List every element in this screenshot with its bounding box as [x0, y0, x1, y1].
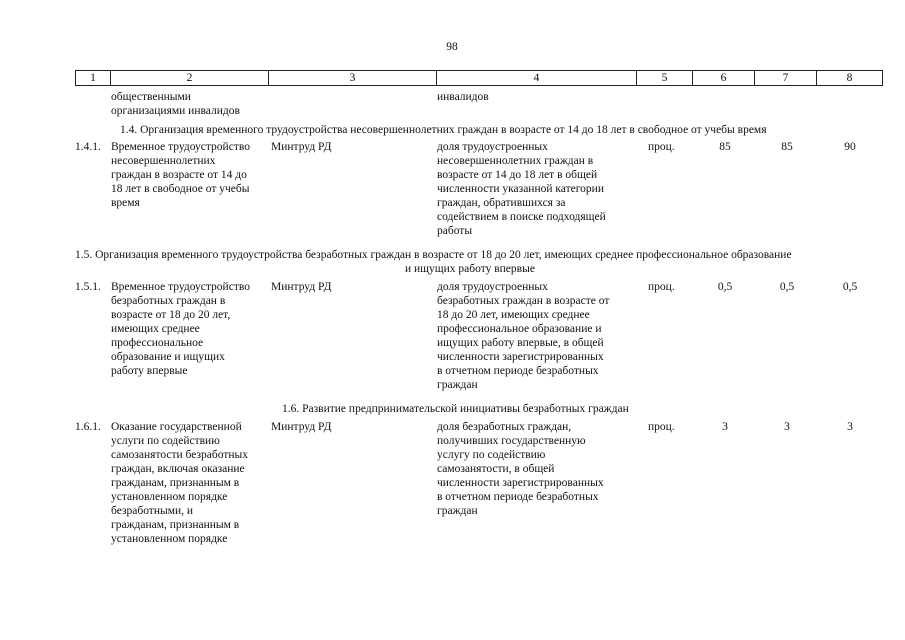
unit: проц. [648, 421, 675, 433]
column-number-6: 6 [693, 71, 755, 86]
measure-name: Временное трудоустройство безработных граждан в возрасте от 18 до 20 лет, имеющих среднее профессиональное образование и ищущих работу впервые [111, 281, 250, 377]
continued-indicator: инвалидов [437, 91, 489, 103]
column-number-4: 4 [437, 71, 637, 86]
row-number: 1.6.1. [75, 421, 101, 433]
indicator-description: доля трудоустроенных безработных граждан в возрасте от 18 до 20 лет, имеющих среднее профессиональное образование и ищущих работу впервые, в общей численности зарегистрированных в отчетном периоде безработных граждан [437, 281, 610, 391]
measure-name: Оказание государственной услуги по содействию самозанятости безработных граждан, включая оказание гражданам, признанным в установленном порядке безработными, и гражданам, признанным в установленном порядке [111, 421, 248, 545]
value-year-3: 3 [847, 421, 853, 433]
column-number-3: 3 [269, 71, 437, 86]
value-year-3: 90 [844, 141, 856, 153]
value-year-3: 0,5 [842, 281, 858, 293]
indicator-description: доля безработных граждан, получивших государственную услугу по содействию самозанятости, в общей численности зарегистрированных в отчетном периоде безработных граждан [437, 421, 604, 517]
column-number-2: 2 [111, 71, 269, 86]
measure-name: Временное трудоустройство несовершеннолетних граждан в возрасте от 14 до 18 лет в свободное от учебы время [111, 141, 250, 209]
value-year-2: 3 [784, 421, 790, 433]
unit: проц. [648, 141, 675, 153]
column-header-row [75, 70, 883, 86]
column-number-5: 5 [637, 71, 693, 86]
indicator-description: доля трудоустроенных несовершеннолетних граждан в возрасте от 14 до 18 лет в общей численности указанной категории граждан, обратившихся за содействием в поиске подходящей работы [437, 141, 606, 237]
value-year-2: 0,5 [779, 281, 795, 293]
value-year-1: 85 [719, 141, 731, 153]
column-number-1: 1 [76, 71, 111, 86]
value-year-1: 0,5 [717, 281, 733, 293]
value-year-1: 3 [722, 421, 728, 433]
section-title-1-6: 1.6. Развитие предпринимательской инициативы безработных граждан [282, 403, 629, 415]
column-number-7: 7 [755, 71, 817, 86]
executor: Минтруд РД [271, 421, 332, 433]
value-year-2: 85 [781, 141, 793, 153]
section-title-1-5-cont: и ищущих работу впервые [405, 263, 535, 275]
executor: Минтруд РД [271, 281, 332, 293]
section-title-1-5: 1.5. Организация временного трудоустройства безработных граждан в возрасте от 18 до 20 лет, имеющих среднее профессиональное образование [75, 249, 792, 261]
unit: проц. [648, 281, 675, 293]
row-number: 1.5.1. [75, 281, 101, 293]
row-number: 1.4.1. [75, 141, 101, 153]
executor: Минтруд РД [271, 141, 332, 153]
page-number: 98 [446, 41, 458, 53]
section-title-1-4: 1.4. Организация временного трудоустройства несовершеннолетних граждан в возрасте от 14 до 18 лет в свободное от учебы время [120, 124, 767, 136]
continued-measure-name: общественными организациями инвалидов [111, 91, 240, 117]
column-number-8: 8 [817, 71, 883, 86]
